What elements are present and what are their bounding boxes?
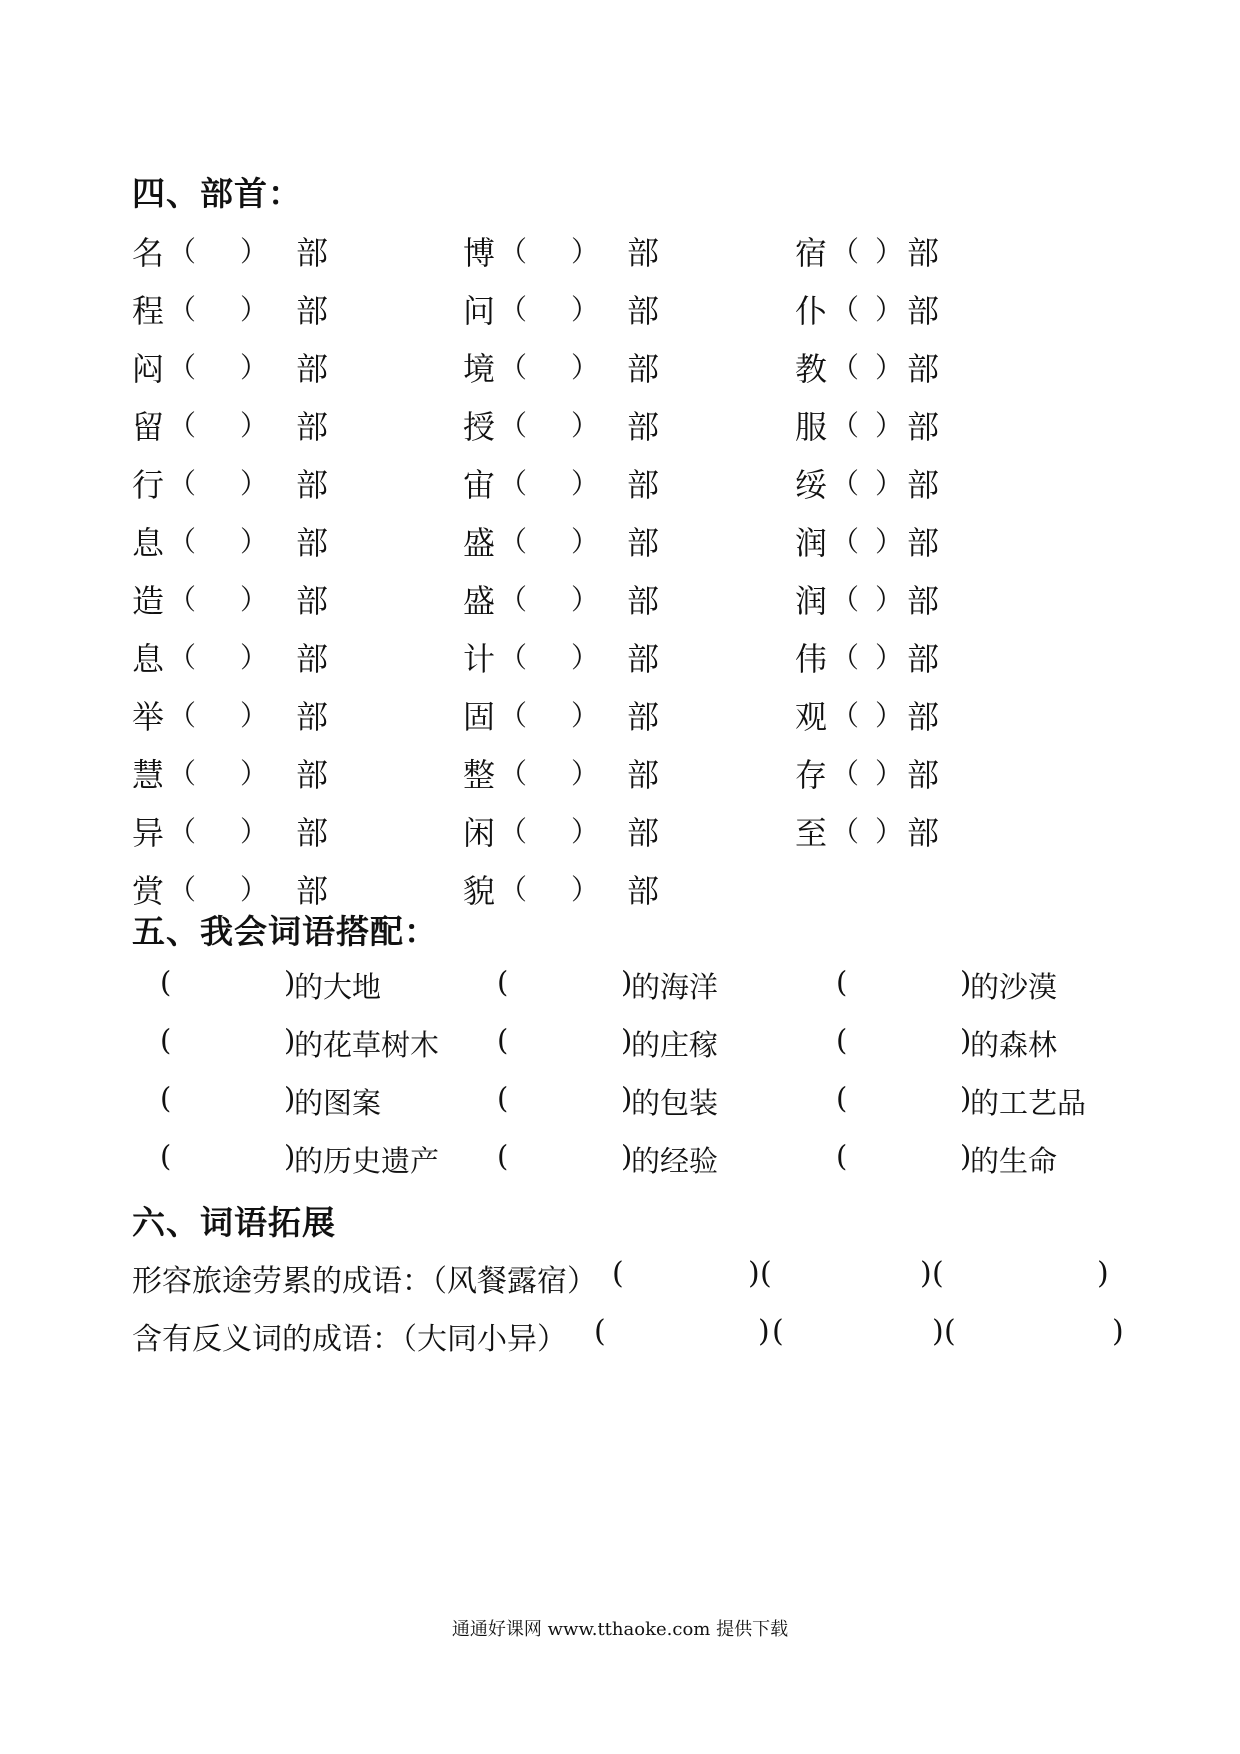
answer-blank-close: ) [960, 1081, 972, 1115]
answer-blank-open: （ [168, 641, 197, 674]
matching-phrase: 的历史遗产 [294, 1144, 440, 1178]
radical-item [0, 344, 1240, 388]
radical-item [0, 866, 1240, 910]
answer-blank-close: ) [1097, 1256, 1109, 1291]
target-character: 慧 [132, 756, 165, 794]
section-6-heading: 六、词语拓展 [132, 1203, 336, 1242]
target-character: 仆 [795, 292, 828, 330]
answer-blank-close: ) [758, 1314, 770, 1349]
answer-blank-open: （ [831, 409, 860, 442]
answer-blank-open: （ [499, 409, 528, 442]
answer-blank-open: （ [168, 293, 197, 326]
answer-blank-close: ) [748, 1256, 760, 1291]
answer-blank-close: ） [571, 409, 600, 442]
radical-suffix: 部 [907, 756, 940, 794]
target-character: 润 [795, 524, 828, 562]
radical-suffix: 部 [627, 698, 660, 736]
target-character: 宿 [795, 234, 828, 272]
answer-blank-open: （ [831, 699, 860, 732]
target-character: 程 [132, 292, 165, 330]
radical-suffix: 部 [296, 292, 329, 330]
target-character: 造 [132, 582, 165, 620]
answer-blank-open: ( [594, 1314, 606, 1349]
target-character: 授 [463, 408, 496, 446]
answer-blank-close: ） [240, 409, 269, 442]
answer-blank-open: ( [497, 1081, 509, 1115]
idiom-line-1 [132, 1256, 1132, 1299]
radical-suffix: 部 [296, 640, 329, 678]
answer-blank-close: ） [571, 873, 600, 906]
answer-blank-close: ） [875, 815, 904, 848]
answer-blank-open: （ [499, 815, 528, 848]
answer-blank-close: ） [240, 525, 269, 558]
answer-blank-open: （ [831, 583, 860, 616]
target-character: 固 [463, 698, 496, 736]
answer-blank-close: ） [875, 409, 904, 442]
radical-suffix: 部 [907, 814, 940, 852]
answer-blank-close: ) [284, 1081, 296, 1115]
answer-blank-open: （ [499, 873, 528, 906]
radical-item [0, 402, 1240, 446]
radical-suffix: 部 [627, 756, 660, 794]
target-character: 行 [132, 466, 165, 504]
answer-blank-close: ) [621, 1139, 633, 1173]
idiom-line-2 [132, 1314, 1132, 1357]
target-character: 名 [132, 234, 165, 272]
matching-phrase: 的经验 [631, 1144, 719, 1178]
target-character: 留 [132, 408, 165, 446]
radical-suffix: 部 [296, 408, 329, 446]
answer-blank-close: ） [875, 699, 904, 732]
target-character: 服 [795, 408, 828, 446]
answer-blank-open: ( [160, 1139, 172, 1173]
answer-blank-close: ) [284, 1023, 296, 1057]
answer-blank-open: （ [499, 467, 528, 500]
radical-suffix: 部 [907, 292, 940, 330]
answer-blank-close: ） [571, 815, 600, 848]
answer-blank-open: ( [932, 1256, 944, 1291]
radical-suffix: 部 [296, 350, 329, 388]
target-character: 计 [463, 640, 496, 678]
answer-blank-open: ( [160, 965, 172, 999]
answer-blank-close: ） [240, 641, 269, 674]
answer-blank-close: ） [240, 699, 269, 732]
answer-blank-open: （ [831, 525, 860, 558]
answer-blank-close: ） [875, 467, 904, 500]
answer-blank-close: ） [571, 293, 600, 326]
target-character: 博 [463, 234, 496, 272]
answer-blank-open: （ [168, 757, 197, 790]
answer-blank-open: ( [944, 1314, 956, 1349]
answer-blank-close: ） [875, 293, 904, 326]
radical-suffix: 部 [296, 524, 329, 562]
target-character: 整 [463, 756, 496, 794]
target-character: 息 [132, 640, 165, 678]
answer-blank-close: ） [571, 583, 600, 616]
matching-phrase: 的海洋 [631, 970, 719, 1004]
idiom-line-label: 形容旅途劳累的成语：（风餐露宿） [132, 1264, 597, 1299]
answer-blank-open: （ [499, 583, 528, 616]
target-character: 赏 [132, 872, 165, 910]
radical-suffix: 部 [907, 640, 940, 678]
answer-blank-open: ( [160, 1081, 172, 1115]
answer-blank-open: （ [499, 699, 528, 732]
answer-blank-close: ） [240, 351, 269, 384]
radical-item [0, 460, 1240, 504]
answer-blank-open: （ [499, 351, 528, 384]
radical-suffix: 部 [627, 814, 660, 852]
answer-blank-close: ) [932, 1314, 944, 1349]
radical-suffix: 部 [627, 640, 660, 678]
answer-blank-close: ） [875, 235, 904, 268]
answer-blank-close: ） [240, 757, 269, 790]
radical-suffix: 部 [627, 292, 660, 330]
target-character: 绥 [795, 466, 828, 504]
answer-blank-close: ） [875, 351, 904, 384]
radical-suffix: 部 [907, 350, 940, 388]
target-character: 举 [132, 698, 165, 736]
radical-suffix: 部 [627, 582, 660, 620]
answer-blank-close: ） [875, 525, 904, 558]
answer-blank-open: （ [168, 235, 197, 268]
matching-phrase: 的沙漠 [970, 970, 1058, 1004]
answer-blank-open: （ [499, 235, 528, 268]
radical-suffix: 部 [296, 466, 329, 504]
radical-suffix: 部 [907, 234, 940, 272]
matching-phrase: 的大地 [294, 970, 382, 1004]
answer-blank-close: ) [960, 1139, 972, 1173]
target-character: 宙 [463, 466, 496, 504]
radical-suffix: 部 [296, 814, 329, 852]
answer-blank-open: （ [831, 467, 860, 500]
target-character: 存 [795, 756, 828, 794]
radical-suffix: 部 [296, 872, 329, 910]
radical-suffix: 部 [907, 466, 940, 504]
answer-blank-close: ） [571, 467, 600, 500]
answer-blank-close: ） [240, 235, 269, 268]
radical-suffix: 部 [907, 524, 940, 562]
matching-phrase: 的包装 [631, 1086, 719, 1120]
answer-blank-close: ) [960, 1023, 972, 1057]
answer-blank-close: ) [621, 1081, 633, 1115]
answer-blank-open: （ [831, 757, 860, 790]
target-character: 至 [795, 814, 828, 852]
answer-blank-close: ） [571, 235, 600, 268]
answer-blank-close: ） [240, 293, 269, 326]
radical-item [0, 286, 1240, 330]
radical-suffix: 部 [907, 698, 940, 736]
matching-phrase: 的森林 [970, 1028, 1058, 1062]
target-character: 盛 [463, 582, 496, 620]
answer-blank-close: ） [571, 757, 600, 790]
answer-blank-close: ) [960, 965, 972, 999]
footer-source-note: 通通好课网 www.tthaoke.com 提供下载 [451, 1619, 789, 1640]
answer-blank-close: ） [571, 525, 600, 558]
target-character: 盛 [463, 524, 496, 562]
matching-phrase: 的花草树木 [294, 1028, 440, 1062]
answer-blank-open: ( [497, 1139, 509, 1173]
matching-phrase: 的图案 [294, 1086, 382, 1120]
idiom-line-label: 含有反义词的成语：（大同小异） [132, 1322, 567, 1357]
answer-blank-open: （ [831, 815, 860, 848]
radical-suffix: 部 [627, 234, 660, 272]
radical-suffix: 部 [627, 408, 660, 446]
answer-blank-open: （ [168, 467, 197, 500]
answer-blank-close: ) [621, 965, 633, 999]
answer-blank-close: ） [571, 641, 600, 674]
answer-blank-open: ( [772, 1314, 784, 1349]
answer-blank-open: （ [168, 525, 197, 558]
answer-blank-open: ( [497, 965, 509, 999]
answer-blank-open: （ [168, 409, 197, 442]
answer-blank-open: ( [760, 1256, 772, 1291]
radical-item [0, 576, 1240, 620]
answer-blank-open: （ [168, 351, 197, 384]
answer-blank-open: ( [836, 965, 848, 999]
answer-blank-open: （ [168, 583, 197, 616]
target-character: 观 [795, 698, 828, 736]
target-character: 问 [463, 292, 496, 330]
radical-item [0, 750, 1240, 794]
radical-item [0, 692, 1240, 736]
answer-blank-close: ） [240, 467, 269, 500]
target-character: 异 [132, 814, 165, 852]
radical-suffix: 部 [627, 466, 660, 504]
answer-blank-close: ） [571, 351, 600, 384]
answer-blank-close: ) [1112, 1314, 1124, 1349]
radical-suffix: 部 [907, 582, 940, 620]
answer-blank-open: （ [168, 699, 197, 732]
answer-blank-close: ） [240, 583, 269, 616]
target-character: 境 [463, 350, 496, 388]
answer-blank-open: （ [499, 757, 528, 790]
target-character: 教 [795, 350, 828, 388]
answer-blank-open: （ [831, 641, 860, 674]
answer-blank-close: ） [875, 641, 904, 674]
answer-blank-close: ） [875, 757, 904, 790]
answer-blank-open: ( [836, 1081, 848, 1115]
section-4-heading: 四、部首： [132, 174, 302, 213]
answer-blank-open: （ [831, 351, 860, 384]
answer-blank-close: ) [621, 1023, 633, 1057]
radical-suffix: 部 [907, 408, 940, 446]
answer-blank-open: （ [168, 873, 197, 906]
radical-item [0, 228, 1240, 272]
answer-blank-open: ( [497, 1023, 509, 1057]
section-5-heading: 五、我会词语搭配： [132, 912, 438, 951]
radical-suffix: 部 [627, 524, 660, 562]
answer-blank-close: ) [284, 965, 296, 999]
radical-suffix: 部 [296, 698, 329, 736]
target-character: 闲 [463, 814, 496, 852]
answer-blank-close: ) [920, 1256, 932, 1291]
answer-blank-open: （ [499, 525, 528, 558]
target-character: 伟 [795, 640, 828, 678]
radical-item [0, 808, 1240, 852]
radical-suffix: 部 [296, 582, 329, 620]
answer-blank-open: ( [612, 1256, 624, 1291]
target-character: 息 [132, 524, 165, 562]
answer-blank-close: ) [284, 1139, 296, 1173]
matching-phrase: 的工艺品 [970, 1086, 1087, 1120]
answer-blank-open: （ [831, 293, 860, 326]
answer-blank-open: ( [836, 1139, 848, 1173]
answer-blank-open: ( [160, 1023, 172, 1057]
answer-blank-close: ） [240, 873, 269, 906]
radical-item [0, 634, 1240, 678]
matching-phrase: 的生命 [970, 1144, 1058, 1178]
radical-suffix: 部 [627, 872, 660, 910]
matching-phrase: 的庄稼 [631, 1028, 719, 1062]
answer-blank-open: ( [836, 1023, 848, 1057]
answer-blank-close: ） [571, 699, 600, 732]
target-character: 闷 [132, 350, 165, 388]
radical-suffix: 部 [296, 756, 329, 794]
target-character: 貌 [463, 872, 496, 910]
radical-item [0, 518, 1240, 562]
answer-blank-close: ） [875, 583, 904, 616]
target-character: 润 [795, 582, 828, 620]
answer-blank-close: ） [240, 815, 269, 848]
radical-suffix: 部 [296, 234, 329, 272]
answer-blank-open: （ [499, 293, 528, 326]
answer-blank-open: （ [168, 815, 197, 848]
answer-blank-open: （ [499, 641, 528, 674]
answer-blank-open: （ [831, 235, 860, 268]
radical-suffix: 部 [627, 350, 660, 388]
